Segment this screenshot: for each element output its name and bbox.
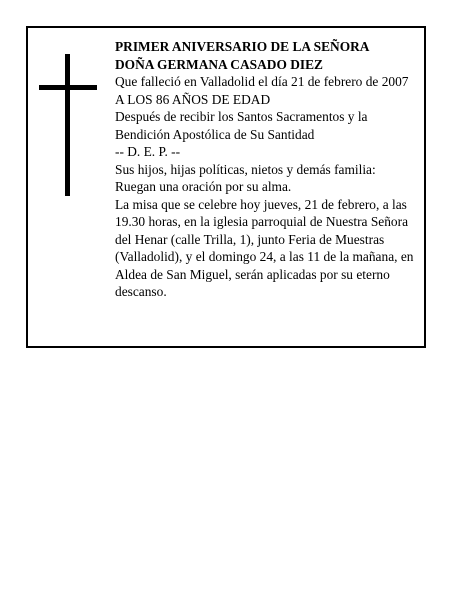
cross-horizontal-bar [39, 85, 97, 90]
obituary-notice [26, 26, 426, 348]
notice-text [115, 38, 423, 301]
death-info: Que falleció en Valladolid el día 21 de febrero de 2007 [115, 74, 409, 89]
age-info: A LOS 86 AÑOS DE EDAD [115, 91, 271, 107]
prayer-request: Ruegan una oración por su alma. [115, 179, 292, 194]
mass-info: La misa que se celebre hoy jueves, 21 de febrero, a las 19.30 horas, en la iglesia parroquial de Nuestra Señora del Henar (calle Trilla, 1), junto Feria de Muestras (Valladolid), y el domingo 24, a las 11 de la mañana, en Aldea de San Miguel, serán aplicadas por su eterno descanso. [115, 196, 414, 299]
family-line: Sus hijos, hijas políticas, nietos y demás familia: [115, 161, 376, 177]
title-line-2: DOÑA GERMANA CASADO DIEZ [115, 56, 323, 72]
dep-line: -- D. E. P. -- [115, 144, 181, 159]
cross-vertical-bar [65, 54, 70, 196]
cross-icon [28, 28, 128, 228]
title-line-1: PRIMER ANIVERSARIO DE LA SEÑORA [115, 39, 370, 54]
sacraments-info: Después de recibir los Santos Sacramentos y la Bendición Apostólica de Su Santidad [115, 109, 368, 142]
